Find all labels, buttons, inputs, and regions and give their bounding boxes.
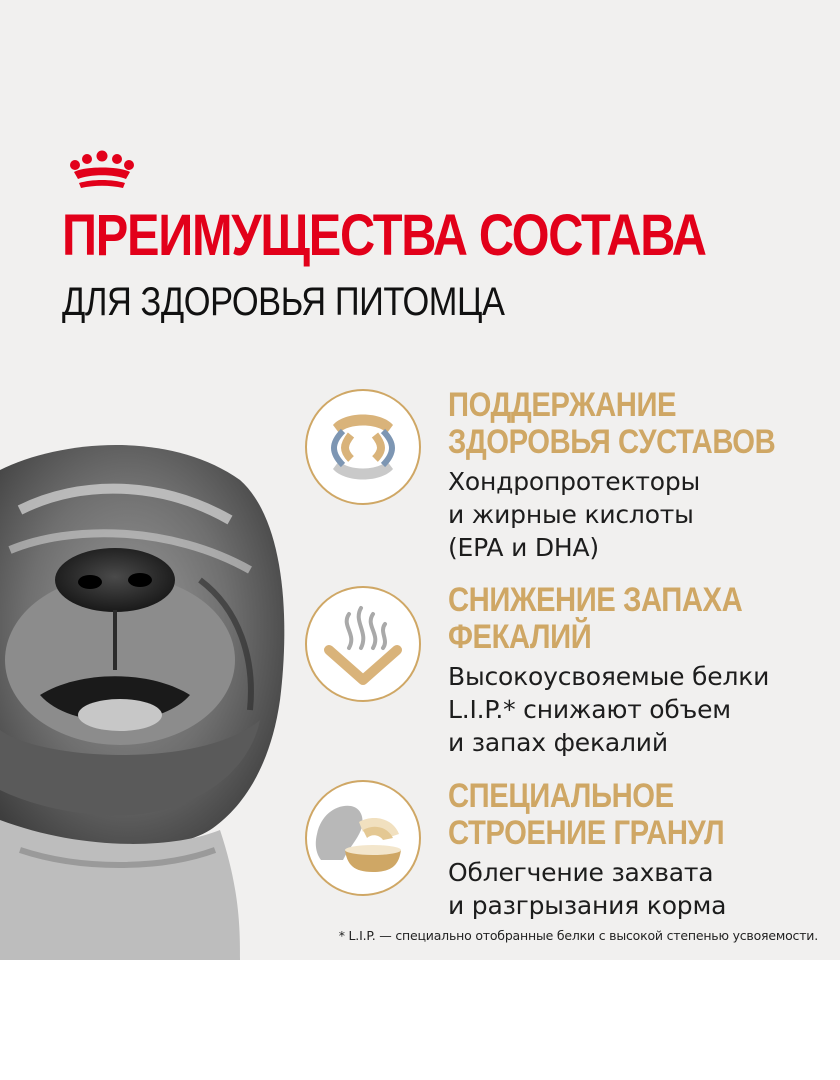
benefit-title-line: СТРОЕНИЕ ГРАНУЛ — [448, 814, 725, 852]
bulldog-photo — [0, 430, 290, 960]
benefit-description-line: и запах фекалий — [448, 728, 668, 757]
benefit-description-line: Высокоусвояемые белки — [448, 662, 770, 691]
benefit-title-line: ФЕКАЛИЙ — [448, 618, 592, 656]
benefit-kibble — [448, 778, 833, 922]
benefit-joints — [448, 387, 833, 564]
bottom-band — [0, 960, 840, 1080]
benefit-description-line: Облегчение захвата — [448, 858, 714, 887]
benefit-odor — [448, 582, 833, 759]
footnote: * L.I.P. — специально отобранные белки с высокой степенью усвояемости. — [338, 928, 818, 943]
odor-reduction-icon — [303, 584, 423, 704]
benefit-description-line: (EPA и DHA) — [448, 533, 599, 562]
page-subtitle: ДЛЯ ЗДОРОВЬЯ ПИТОМЦА — [62, 280, 505, 324]
royal-canin-crown-icon — [66, 150, 138, 194]
dog-bowl-icon — [303, 778, 423, 898]
page-title: ПРЕИМУЩЕСТВА СОСТАВА — [62, 203, 706, 268]
benefit-title-line: СНИЖЕНИЕ ЗАПАХА — [448, 581, 743, 619]
joint-icon — [303, 387, 423, 507]
benefit-title-line: СПЕЦИАЛЬНОЕ — [448, 777, 674, 815]
benefit-description-line: Хондропротекторы — [448, 467, 701, 496]
benefit-description-line: и разгрызания корма — [448, 891, 727, 920]
benefit-title-line: ПОДДЕРЖАНИЕ — [448, 386, 677, 424]
benefit-title-line: ЗДОРОВЬЯ СУСТАВОВ — [448, 423, 776, 461]
benefit-description-line: L.I.P.* снижают объем — [448, 695, 731, 724]
benefit-description-line: и жирные кислоты — [448, 500, 694, 529]
